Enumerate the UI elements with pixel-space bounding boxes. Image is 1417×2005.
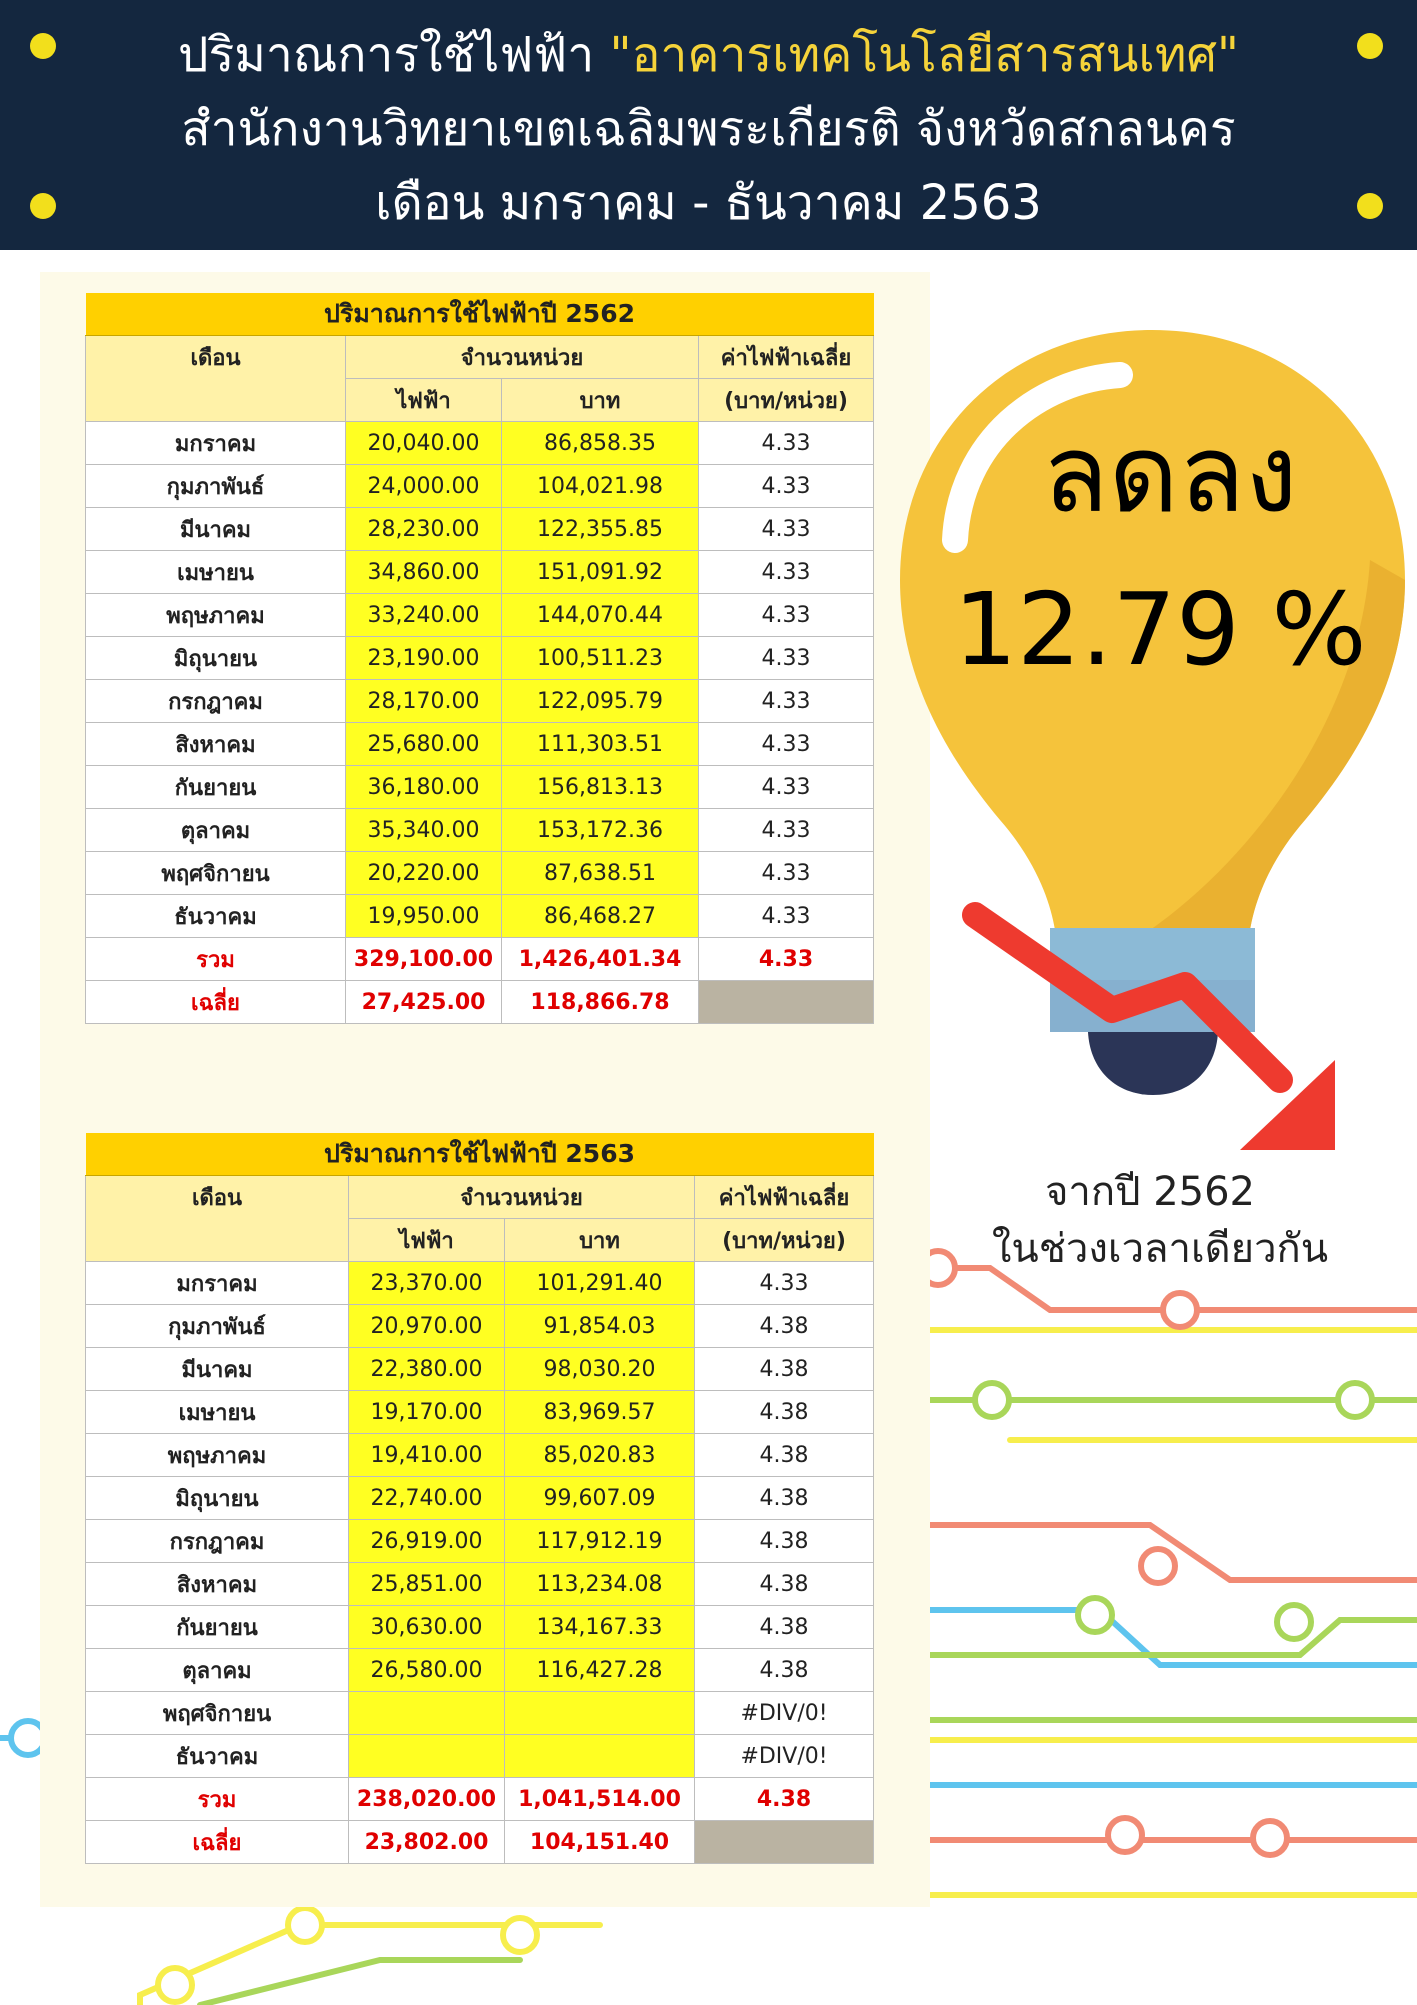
month-cell: กุมภาพันธ์ xyxy=(86,1305,349,1348)
rate-cell: 4.33 xyxy=(699,723,874,766)
kwh-cell: 26,580.00 xyxy=(349,1649,505,1692)
rate-cell: 4.33 xyxy=(699,809,874,852)
average-label: เฉลี่ย xyxy=(86,1821,349,1864)
rate-cell: 4.33 xyxy=(699,895,874,938)
month-cell: พฤศจิกายน xyxy=(86,852,346,895)
baht-cell: 86,468.27 xyxy=(502,895,699,938)
month-cell: ธันวาคม xyxy=(86,895,346,938)
total-kwh: 238,020.00 xyxy=(349,1778,505,1821)
kwh-cell: 22,740.00 xyxy=(349,1477,505,1520)
month-cell: กุมภาพันธ์ xyxy=(86,465,346,508)
baht-cell: 122,095.79 xyxy=(502,680,699,723)
baht-cell: 134,167.33 xyxy=(505,1606,695,1649)
decrease-percent: 12.79 % xyxy=(953,571,1367,688)
rate-cell: 4.33 xyxy=(699,422,874,465)
month-cell: เมษายน xyxy=(86,1391,349,1434)
kwh-cell: 20,220.00 xyxy=(346,852,502,895)
month-cell: ธันวาคม xyxy=(86,1735,349,1778)
month-cell: มีนาคม xyxy=(86,508,346,551)
month-cell: มกราคม xyxy=(86,1262,349,1305)
baht-cell: 99,607.09 xyxy=(505,1477,695,1520)
comparison-note-line1: จากปี 2562 xyxy=(1044,1169,1256,1215)
rate-cell: 4.33 xyxy=(695,1262,874,1305)
rate-cell: 4.38 xyxy=(695,1305,874,1348)
rate-cell: 4.33 xyxy=(699,766,874,809)
header-title-line2: สำนักงานวิทยาเขตเฉลิมพระเกียรติ จังหวัดสกลนคร xyxy=(181,101,1236,157)
column-header-rate-unit: (บาท/หน่วย) xyxy=(699,379,874,422)
kwh-cell: 25,680.00 xyxy=(346,723,502,766)
kwh-cell: 28,230.00 xyxy=(346,508,502,551)
rate-cell: 4.38 xyxy=(695,1563,874,1606)
month-cell: ตุลาคม xyxy=(86,1649,349,1692)
average-baht: 118,866.78 xyxy=(502,981,699,1024)
kwh-cell: 20,040.00 xyxy=(346,422,502,465)
kwh-cell: 28,170.00 xyxy=(346,680,502,723)
rate-cell: 4.38 xyxy=(695,1348,874,1391)
rate-cell: 4.33 xyxy=(699,680,874,723)
kwh-cell: 33,240.00 xyxy=(346,594,502,637)
total-kwh: 329,100.00 xyxy=(346,938,502,981)
baht-cell: 151,091.92 xyxy=(502,551,699,594)
baht-cell: 144,070.44 xyxy=(502,594,699,637)
month-cell: กรกฎาคม xyxy=(86,680,346,723)
month-cell: เมษายน xyxy=(86,551,346,594)
rate-cell: 4.38 xyxy=(695,1520,874,1563)
rate-cell: 4.33 xyxy=(699,551,874,594)
month-cell: กันยายน xyxy=(86,766,346,809)
month-cell: มีนาคม xyxy=(86,1348,349,1391)
average-kwh: 23,802.00 xyxy=(349,1821,505,1864)
total-label: รวม xyxy=(86,938,346,981)
table-title: ปริมาณการใช้ไฟฟ้าปี 2562 xyxy=(86,293,874,336)
baht-cell: 156,813.13 xyxy=(502,766,699,809)
header-title-line3: เดือน มกราคม - ธันวาคม 2563 xyxy=(375,175,1042,231)
rate-cell: 4.38 xyxy=(695,1649,874,1692)
baht-cell: 87,638.51 xyxy=(502,852,699,895)
column-header-units: จำนวนหน่วย xyxy=(349,1176,695,1219)
kwh-cell: 19,170.00 xyxy=(349,1391,505,1434)
kwh-cell: 20,970.00 xyxy=(349,1305,505,1348)
baht-cell: 104,021.98 xyxy=(502,465,699,508)
rate-cell: 4.38 xyxy=(695,1391,874,1434)
kwh-cell: 30,630.00 xyxy=(349,1606,505,1649)
rate-cell: 4.38 xyxy=(695,1606,874,1649)
column-header-rate-unit: (บาท/หน่วย) xyxy=(695,1219,874,1262)
header-title-prefix: ปริมาณการใช้ไฟฟ้า xyxy=(177,27,610,83)
rate-cell: 4.33 xyxy=(699,594,874,637)
month-cell: มิถุนายน xyxy=(86,1477,349,1520)
kwh-cell: 25,851.00 xyxy=(349,1563,505,1606)
comparison-note-line2: ในช่วงเวลาเดียวกัน xyxy=(991,1226,1329,1272)
kwh-cell: 23,190.00 xyxy=(346,637,502,680)
average-label: เฉลี่ย xyxy=(86,981,346,1024)
column-header-baht: บาท xyxy=(502,379,699,422)
month-cell: พฤศจิกายน xyxy=(86,1692,349,1735)
rate-cell: 4.33 xyxy=(699,508,874,551)
kwh-cell: 26,919.00 xyxy=(349,1520,505,1563)
rate-cell: #DIV/0! xyxy=(695,1735,874,1778)
kwh-cell: 35,340.00 xyxy=(346,809,502,852)
kwh-cell: 19,950.00 xyxy=(346,895,502,938)
month-cell: ตุลาคม xyxy=(86,809,346,852)
column-header-kwh: ไฟฟ้า xyxy=(346,379,502,422)
column-header-avg-rate: ค่าไฟฟ้าเฉลี่ย xyxy=(699,336,874,379)
month-cell: พฤษภาคม xyxy=(86,1434,349,1477)
baht-cell: 111,303.51 xyxy=(502,723,699,766)
average-kwh: 27,425.00 xyxy=(346,981,502,1024)
baht-cell: 100,511.23 xyxy=(502,637,699,680)
rate-cell: 4.38 xyxy=(695,1434,874,1477)
baht-cell: 91,854.03 xyxy=(505,1305,695,1348)
column-header-kwh: ไฟฟ้า xyxy=(349,1219,505,1262)
average-baht: 104,151.40 xyxy=(505,1821,695,1864)
rate-cell: 4.33 xyxy=(699,637,874,680)
baht-cell: 153,172.36 xyxy=(502,809,699,852)
rate-cell: #DIV/0! xyxy=(695,1692,874,1735)
column-header-avg-rate: ค่าไฟฟ้าเฉลี่ย xyxy=(695,1176,874,1219)
baht-cell: 116,427.28 xyxy=(505,1649,695,1692)
kwh-cell: 19,410.00 xyxy=(349,1434,505,1477)
total-rate: 4.33 xyxy=(699,938,874,981)
rate-cell: 4.38 xyxy=(695,1477,874,1520)
month-cell: กรกฎาคม xyxy=(86,1520,349,1563)
baht-cell: 117,912.19 xyxy=(505,1520,695,1563)
month-cell: กันยายน xyxy=(86,1606,349,1649)
month-cell: สิงหาคม xyxy=(86,723,346,766)
decrease-label: ลดลง xyxy=(1042,412,1298,537)
month-cell: มิถุนายน xyxy=(86,637,346,680)
column-header-month: เดือน xyxy=(86,336,346,422)
column-header-baht: บาท xyxy=(505,1219,695,1262)
kwh-cell: 24,000.00 xyxy=(346,465,502,508)
month-cell: พฤษภาคม xyxy=(86,594,346,637)
total-baht: 1,426,401.34 xyxy=(502,938,699,981)
total-rate: 4.38 xyxy=(695,1778,874,1821)
rate-cell: 4.33 xyxy=(699,852,874,895)
kwh-cell: 22,380.00 xyxy=(349,1348,505,1391)
baht-cell: 83,969.57 xyxy=(505,1391,695,1434)
column-header-units: จำนวนหน่วย xyxy=(346,336,699,379)
month-cell: สิงหาคม xyxy=(86,1563,349,1606)
kwh-cell: 36,180.00 xyxy=(346,766,502,809)
baht-cell: 113,234.08 xyxy=(505,1563,695,1606)
baht-cell: 101,291.40 xyxy=(505,1262,695,1305)
baht-cell: 98,030.20 xyxy=(505,1348,695,1391)
total-baht: 1,041,514.00 xyxy=(505,1778,695,1821)
column-header-month: เดือน xyxy=(86,1176,349,1262)
kwh-cell: 23,370.00 xyxy=(349,1262,505,1305)
building-name: "อาคารเทคโนโลยีสารสนเทศ" xyxy=(609,27,1240,83)
month-cell: มกราคม xyxy=(86,422,346,465)
table-title: ปริมาณการใช้ไฟฟ้าปี 2563 xyxy=(86,1133,874,1176)
rate-cell: 4.33 xyxy=(699,465,874,508)
baht-cell: 85,020.83 xyxy=(505,1434,695,1477)
kwh-cell: 34,860.00 xyxy=(346,551,502,594)
baht-cell: 86,858.35 xyxy=(502,422,699,465)
baht-cell: 122,355.85 xyxy=(502,508,699,551)
total-label: รวม xyxy=(86,1778,349,1821)
